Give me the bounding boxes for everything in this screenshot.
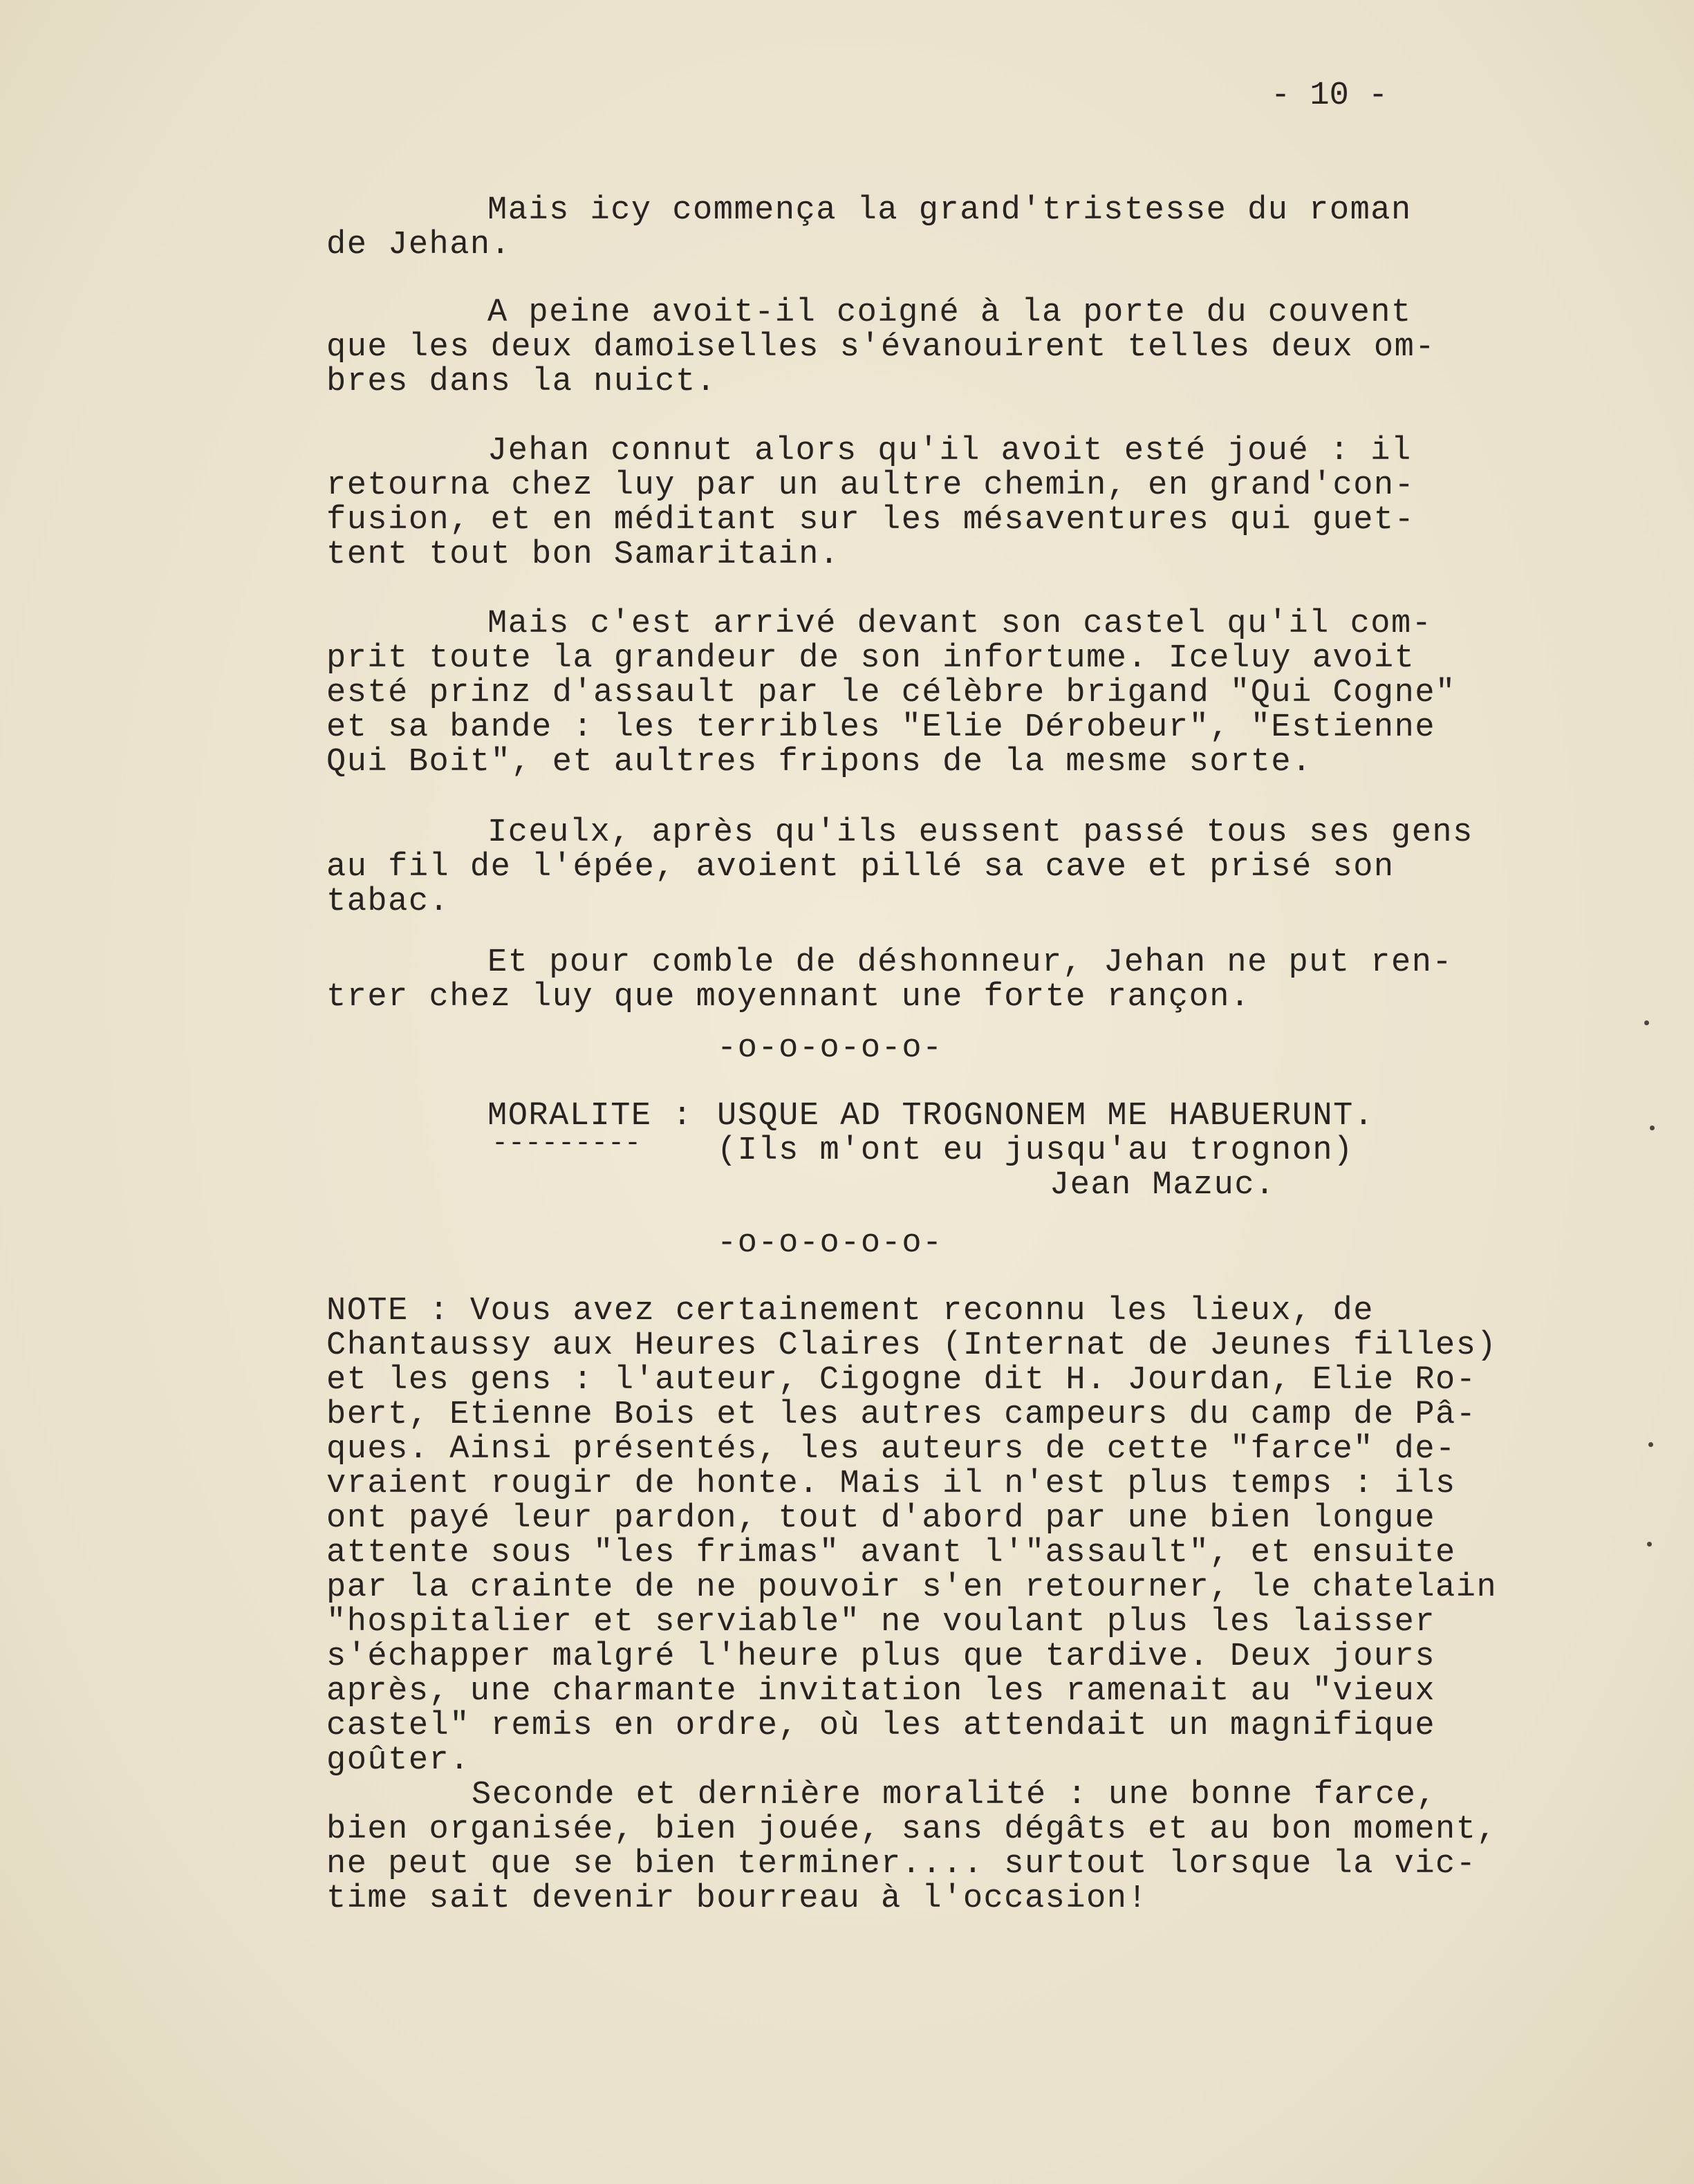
text-line: bres dans la nuict. bbox=[326, 364, 717, 400]
moral-label: MORALITE : bbox=[487, 1098, 694, 1135]
note-line: bert, Etienne Bois et les autres campeurs du camp de Pâ- bbox=[326, 1397, 1477, 1433]
note-line: Chantaussy aux Heures Claires (Internat de Jeunes filles) bbox=[326, 1327, 1498, 1364]
note-line: ques. Ainsi présentés, les auteurs de cette "farce" de- bbox=[326, 1431, 1456, 1468]
paper-speck bbox=[1647, 1542, 1652, 1547]
text-line: au fil de l'épée, avoient pillé sa cave et prisé son bbox=[326, 849, 1395, 886]
final-line: Seconde et dernière moralité : une bonne farce, bbox=[472, 1777, 1437, 1813]
final-line: ne peut que se bien terminer.... surtout lorsque la vic- bbox=[326, 1846, 1477, 1883]
note-line: vraient rougir de honte. Mais il n'est plus temps : ils bbox=[326, 1466, 1456, 1502]
page-number: - 10 - bbox=[1271, 77, 1388, 114]
moral-latin: USQUE AD TROGNONEM ME HABUERUNT. bbox=[717, 1098, 1375, 1135]
moral-underline: --------- bbox=[492, 1128, 642, 1159]
text-line: prit toute la grandeur de son infortume. Iceluy avoit bbox=[326, 640, 1415, 677]
text-line: tent tout bon Samaritain. bbox=[326, 536, 840, 573]
note-line: attente sous "les frimas" avant l'"assault", et ensuite bbox=[326, 1535, 1456, 1571]
paper-speck bbox=[1650, 1126, 1655, 1130]
paper-speck bbox=[1644, 1020, 1649, 1025]
note-line: après, une charmante invitation les ramenait au "vieux bbox=[326, 1673, 1436, 1710]
text-line: esté prinz d'assault par le célèbre brigand "Qui Cogne" bbox=[326, 675, 1456, 711]
text-line: Jehan connut alors qu'il avoit esté joué : il bbox=[487, 433, 1412, 469]
text-line: retourna chez luy par un aultre chemin, en grand'con- bbox=[326, 467, 1415, 504]
note-line: et les gens : l'auteur, Cigogne dit H. Jourdan, Elie Ro- bbox=[326, 1362, 1477, 1399]
final-line: bien organisée, bien jouée, sans dégâts et au bon moment, bbox=[326, 1811, 1498, 1848]
text-line: que les deux damoiselles s'évanouirent telles deux om- bbox=[326, 329, 1436, 366]
note-line: par la crainte de ne pouvoir s'en retourner, le chatelain bbox=[326, 1569, 1498, 1606]
note-line: ont payé leur pardon, tout d'abord par une bien longue bbox=[326, 1500, 1436, 1537]
note-line: castel" remis en ordre, où les attendait un magnifique bbox=[326, 1708, 1436, 1744]
text-line: de Jehan. bbox=[326, 227, 512, 263]
text-line: Mais c'est arrivé devant son castel qu'il com- bbox=[487, 606, 1433, 642]
text-line: Mais icy commença la grand'tristesse du roman bbox=[487, 192, 1412, 229]
text-line: A peine avoit-il coigné à la porte du couvent bbox=[487, 295, 1412, 331]
moral-translation: (Ils m'ont eu jusqu'au trognon) bbox=[717, 1132, 1354, 1169]
text-line: trer chez luy que moyennant une forte rançon. bbox=[326, 979, 1251, 1016]
note-line: s'échapper malgré l'heure plus que tardive. Deux jours bbox=[326, 1639, 1436, 1675]
text-line: et sa bande : les terribles "Elie Dérobeur", "Estienne bbox=[326, 709, 1436, 746]
note-line: "hospitalier et serviable" ne voulant plus les laisser bbox=[326, 1604, 1436, 1641]
section-separator: -o-o-o-o-o- bbox=[717, 1030, 943, 1067]
text-line: tabac. bbox=[326, 884, 450, 920]
note-line: NOTE : Vous avez certainement reconnu les lieux, de bbox=[326, 1293, 1374, 1329]
final-line: time sait devenir bourreau à l'occasion! bbox=[326, 1880, 1148, 1917]
text-line: Et pour comble de déshonneur, Jehan ne put ren- bbox=[487, 944, 1453, 981]
paper-speck bbox=[1648, 1442, 1653, 1447]
text-line: fusion, et en méditant sur les mésaventures qui guet- bbox=[326, 502, 1415, 539]
text-line: Iceulx, après qu'ils eussent passé tous ses gens bbox=[487, 814, 1473, 851]
section-separator: -o-o-o-o-o- bbox=[717, 1225, 943, 1262]
note-line: goûter. bbox=[326, 1742, 470, 1779]
moral-author: Jean Mazuc. bbox=[1050, 1167, 1276, 1204]
text-line: Qui Boit", et aultres fripons de la mesme sorte. bbox=[326, 744, 1312, 781]
